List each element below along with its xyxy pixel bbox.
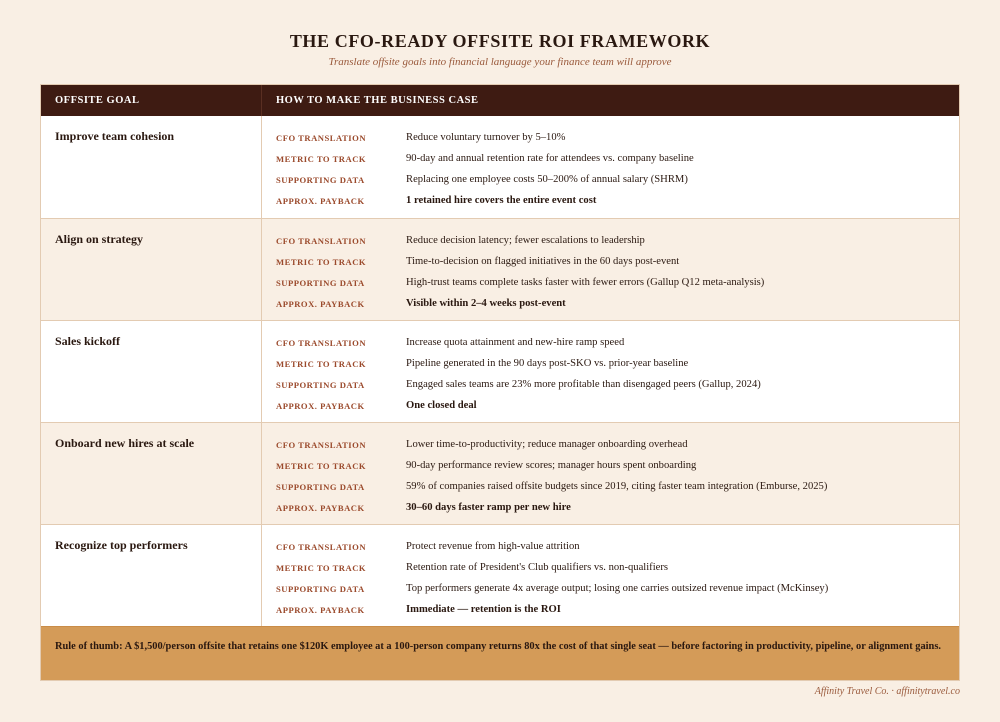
business-case-cell (262, 116, 959, 218)
page-subtitle: Translate offsite goals into financial language your finance team will approve (328, 56, 672, 68)
goal-cell: Improve team cohesion (41, 116, 262, 218)
supporting-data-line (276, 169, 959, 190)
metric-to-track-line (276, 251, 959, 272)
cfo-translation-label: CFO TRANSLATION (276, 439, 367, 450)
supporting-data-line (276, 272, 959, 293)
metric-to-track-label: METRIC TO TRACK (276, 562, 367, 573)
approx-payback-line (276, 497, 959, 518)
metric-to-track-value: Time-to-decision on flagged initiatives in the 60 days post-event (406, 256, 680, 267)
metric-to-track-value: Retention rate of President's Club qualifiers vs. non-qualifiers (406, 562, 668, 573)
table-row (41, 116, 959, 218)
cfo-translation-label: CFO TRANSLATION (276, 541, 367, 552)
cfo-translation-value: Reduce decision latency; fewer escalations to leadership (406, 235, 645, 246)
metric-to-track-line (276, 148, 959, 169)
supporting-data-label: SUPPORTING DATA (276, 379, 365, 390)
supporting-data-value: Replacing one employee costs 50–200% of annual salary (SHRM) (406, 174, 688, 185)
business-case-cell (262, 423, 959, 524)
approx-payback-line (276, 599, 959, 620)
goal-cell: Onboard new hires at scale (41, 423, 262, 524)
table-row (41, 320, 959, 422)
approx-payback-label: APPROX. PAYBACK (276, 502, 365, 513)
supporting-data-label: SUPPORTING DATA (276, 174, 365, 185)
metric-to-track-line (276, 353, 959, 374)
approx-payback-value: Immediate — retention is the ROI (406, 604, 561, 615)
metric-to-track-label: METRIC TO TRACK (276, 460, 367, 471)
business-case-cell (262, 525, 959, 626)
cfo-translation-label: CFO TRANSLATION (276, 132, 367, 143)
supporting-data-value: Top performers generate 4x average output; losing one carries outsized revenue impact (McKinsey) (406, 583, 829, 594)
supporting-data-label: SUPPORTING DATA (276, 481, 365, 492)
goal-cell: Align on strategy (41, 219, 262, 320)
page-title: THE CFO-READY OFFSITE ROI FRAMEWORK (289, 31, 711, 51)
roi-framework-table (40, 84, 960, 681)
supporting-data-line (276, 476, 959, 497)
supporting-data-value: 59% of companies raised offsite budgets since 2019, citing faster team integration (Emburse, 2025) (406, 481, 828, 492)
business-case-cell (262, 321, 959, 422)
metric-to-track-line (276, 455, 959, 476)
approx-payback-value: 30–60 days faster ramp per new hire (406, 502, 571, 513)
header-offsite-goal: OFFSITE GOAL (41, 85, 262, 116)
table-row (41, 422, 959, 524)
table-header (41, 85, 959, 116)
cfo-translation-line (276, 434, 959, 455)
supporting-data-label: SUPPORTING DATA (276, 277, 365, 288)
approx-payback-line (276, 395, 959, 416)
cfo-translation-value: Lower time-to-productivity; reduce manager onboarding overhead (406, 439, 688, 450)
header-business-case: HOW TO MAKE THE BUSINESS CASE (276, 95, 479, 106)
approx-payback-label: APPROX. PAYBACK (276, 400, 365, 411)
metric-to-track-line (276, 557, 959, 578)
metric-to-track-value: 90-day performance review scores; manager hours spent onboarding (406, 460, 697, 471)
metric-to-track-value: Pipeline generated in the 90 days post-SKO vs. prior-year baseline (406, 358, 689, 369)
cfo-translation-value: Increase quota attainment and new-hire ramp speed (406, 337, 625, 348)
metric-to-track-label: METRIC TO TRACK (276, 256, 367, 267)
cfo-translation-line (276, 127, 959, 148)
business-case-cell (262, 219, 959, 320)
metric-to-track-label: METRIC TO TRACK (276, 153, 367, 164)
goal-cell: Recognize top performers (41, 525, 262, 626)
metric-to-track-value: 90-day and annual retention rate for attendees vs. company baseline (406, 153, 694, 164)
cfo-translation-label: CFO TRANSLATION (276, 235, 367, 246)
table-body (41, 116, 959, 626)
goal-cell: Sales kickoff (41, 321, 262, 422)
footer-credit: Affinity Travel Co. · affinitytravel.co (814, 686, 960, 697)
supporting-data-line (276, 374, 959, 395)
supporting-data-value: Engaged sales teams are 23% more profitable than disengaged peers (Gallup, 2024) (406, 379, 761, 390)
table-row (41, 218, 959, 320)
cfo-translation-line (276, 332, 959, 353)
rule-of-thumb: Rule of thumb: A $1,500/person offsite that retains one $120K employee at a 100-person company returns 80x the cost of that single seat — before factoring in productivity, pipeline, or alignment gains. (41, 626, 959, 680)
approx-payback-line (276, 293, 959, 314)
approx-payback-line (276, 190, 959, 211)
supporting-data-label: SUPPORTING DATA (276, 583, 365, 594)
approx-payback-value: One closed deal (406, 400, 477, 411)
cfo-translation-line (276, 230, 959, 251)
cfo-translation-label: CFO TRANSLATION (276, 337, 367, 348)
approx-payback-value: Visible within 2–4 weeks post-event (406, 298, 566, 309)
cfo-translation-line (276, 536, 959, 557)
approx-payback-value: 1 retained hire covers the entire event cost (406, 195, 597, 206)
metric-to-track-label: METRIC TO TRACK (276, 358, 367, 369)
supporting-data-line (276, 578, 959, 599)
approx-payback-label: APPROX. PAYBACK (276, 604, 365, 615)
approx-payback-label: APPROX. PAYBACK (276, 298, 365, 309)
approx-payback-label: APPROX. PAYBACK (276, 195, 365, 206)
table-row (41, 524, 959, 626)
cfo-translation-value: Reduce voluntary turnover by 5–10% (406, 132, 566, 143)
supporting-data-value: High-trust teams complete tasks faster with fewer errors (Gallup Q12 meta-analysis) (406, 277, 765, 288)
cfo-translation-value: Protect revenue from high-value attrition (406, 541, 580, 552)
